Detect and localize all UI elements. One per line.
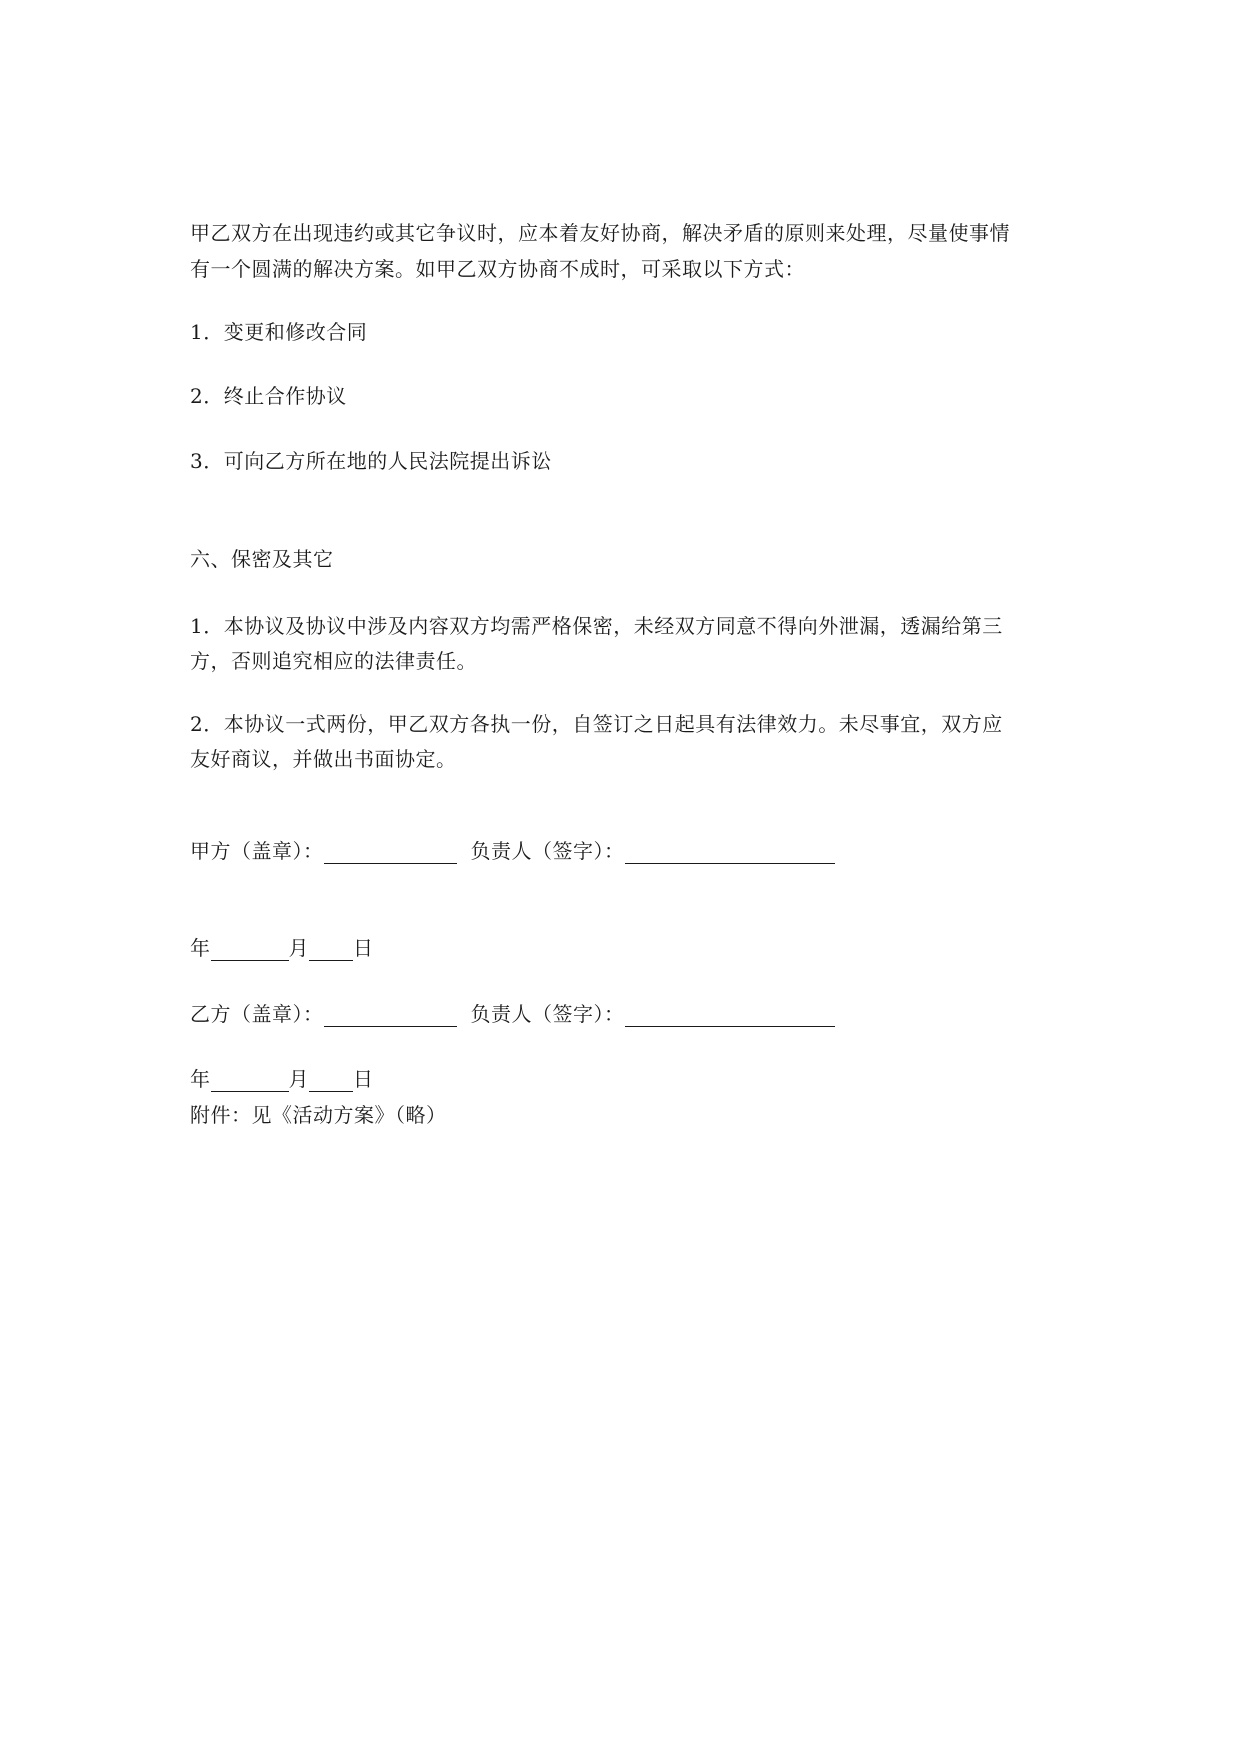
intro-line-1: 甲乙双方在出现违约或其它争议时，应本着友好协商，解决矛盾的原则来处理，尽量使事情 xyxy=(190,221,1010,245)
party-b-signature-row xyxy=(190,1001,835,1027)
party-b-responsible-label: 负责人（签字）： xyxy=(470,1002,625,1026)
party-b-month-label: 月 xyxy=(288,1067,309,1091)
party-b-day-label: 日 xyxy=(353,1067,374,1091)
option-item-3: 3．可向乙方所在地的人民法院提出诉讼 xyxy=(190,449,552,473)
party-a-seal-blank[interactable] xyxy=(324,841,457,864)
party-b-signature-blank[interactable] xyxy=(625,1004,835,1027)
party-b-year-blank[interactable] xyxy=(211,1069,289,1092)
confidentiality-item-1-line-2: 方，否则追究相应的法律责任。 xyxy=(190,649,477,673)
party-a-seal-label: 甲方（盖章）： xyxy=(190,839,324,863)
confidentiality-item-2-line-2: 友好商议，并做出书面协定。 xyxy=(190,747,457,771)
party-a-responsible-label: 负责人（签字）： xyxy=(470,839,625,863)
section-heading: 六、保密及其它 xyxy=(190,547,334,571)
confidentiality-item-1-line-1: 1．本协议及协议中涉及内容双方均需严格保密，未经双方同意不得向外泄漏，透漏给第三 xyxy=(190,614,1003,638)
option-item-2: 2．终止合作协议 xyxy=(190,384,347,408)
party-a-month-label: 月 xyxy=(288,936,309,960)
party-b-seal-label: 乙方（盖章）： xyxy=(190,1002,324,1026)
party-b-month-blank[interactable] xyxy=(309,1069,353,1092)
party-b-seal-blank[interactable] xyxy=(324,1004,457,1027)
party-a-signature-blank[interactable] xyxy=(625,841,835,864)
option-item-1: 1．变更和修改合同 xyxy=(190,320,368,344)
party-a-month-blank[interactable] xyxy=(309,938,353,961)
party-a-year-label: 年 xyxy=(190,936,211,960)
confidentiality-item-2-line-1: 2．本协议一式两份，甲乙双方各执一份，自签订之日起具有法律效力。未尽事宜，双方应 xyxy=(190,712,1003,736)
party-b-date-row xyxy=(190,1066,374,1092)
party-a-signature-row xyxy=(190,838,835,864)
intro-line-2: 有一个圆满的解决方案。如甲乙双方协商不成时，可采取以下方式： xyxy=(190,257,805,281)
party-a-date-row xyxy=(190,935,374,961)
party-a-day-label: 日 xyxy=(353,936,374,960)
attachment-note: 附件：见《活动方案》（略） xyxy=(190,1103,447,1127)
party-a-year-blank[interactable] xyxy=(211,938,289,961)
party-b-year-label: 年 xyxy=(190,1067,211,1091)
